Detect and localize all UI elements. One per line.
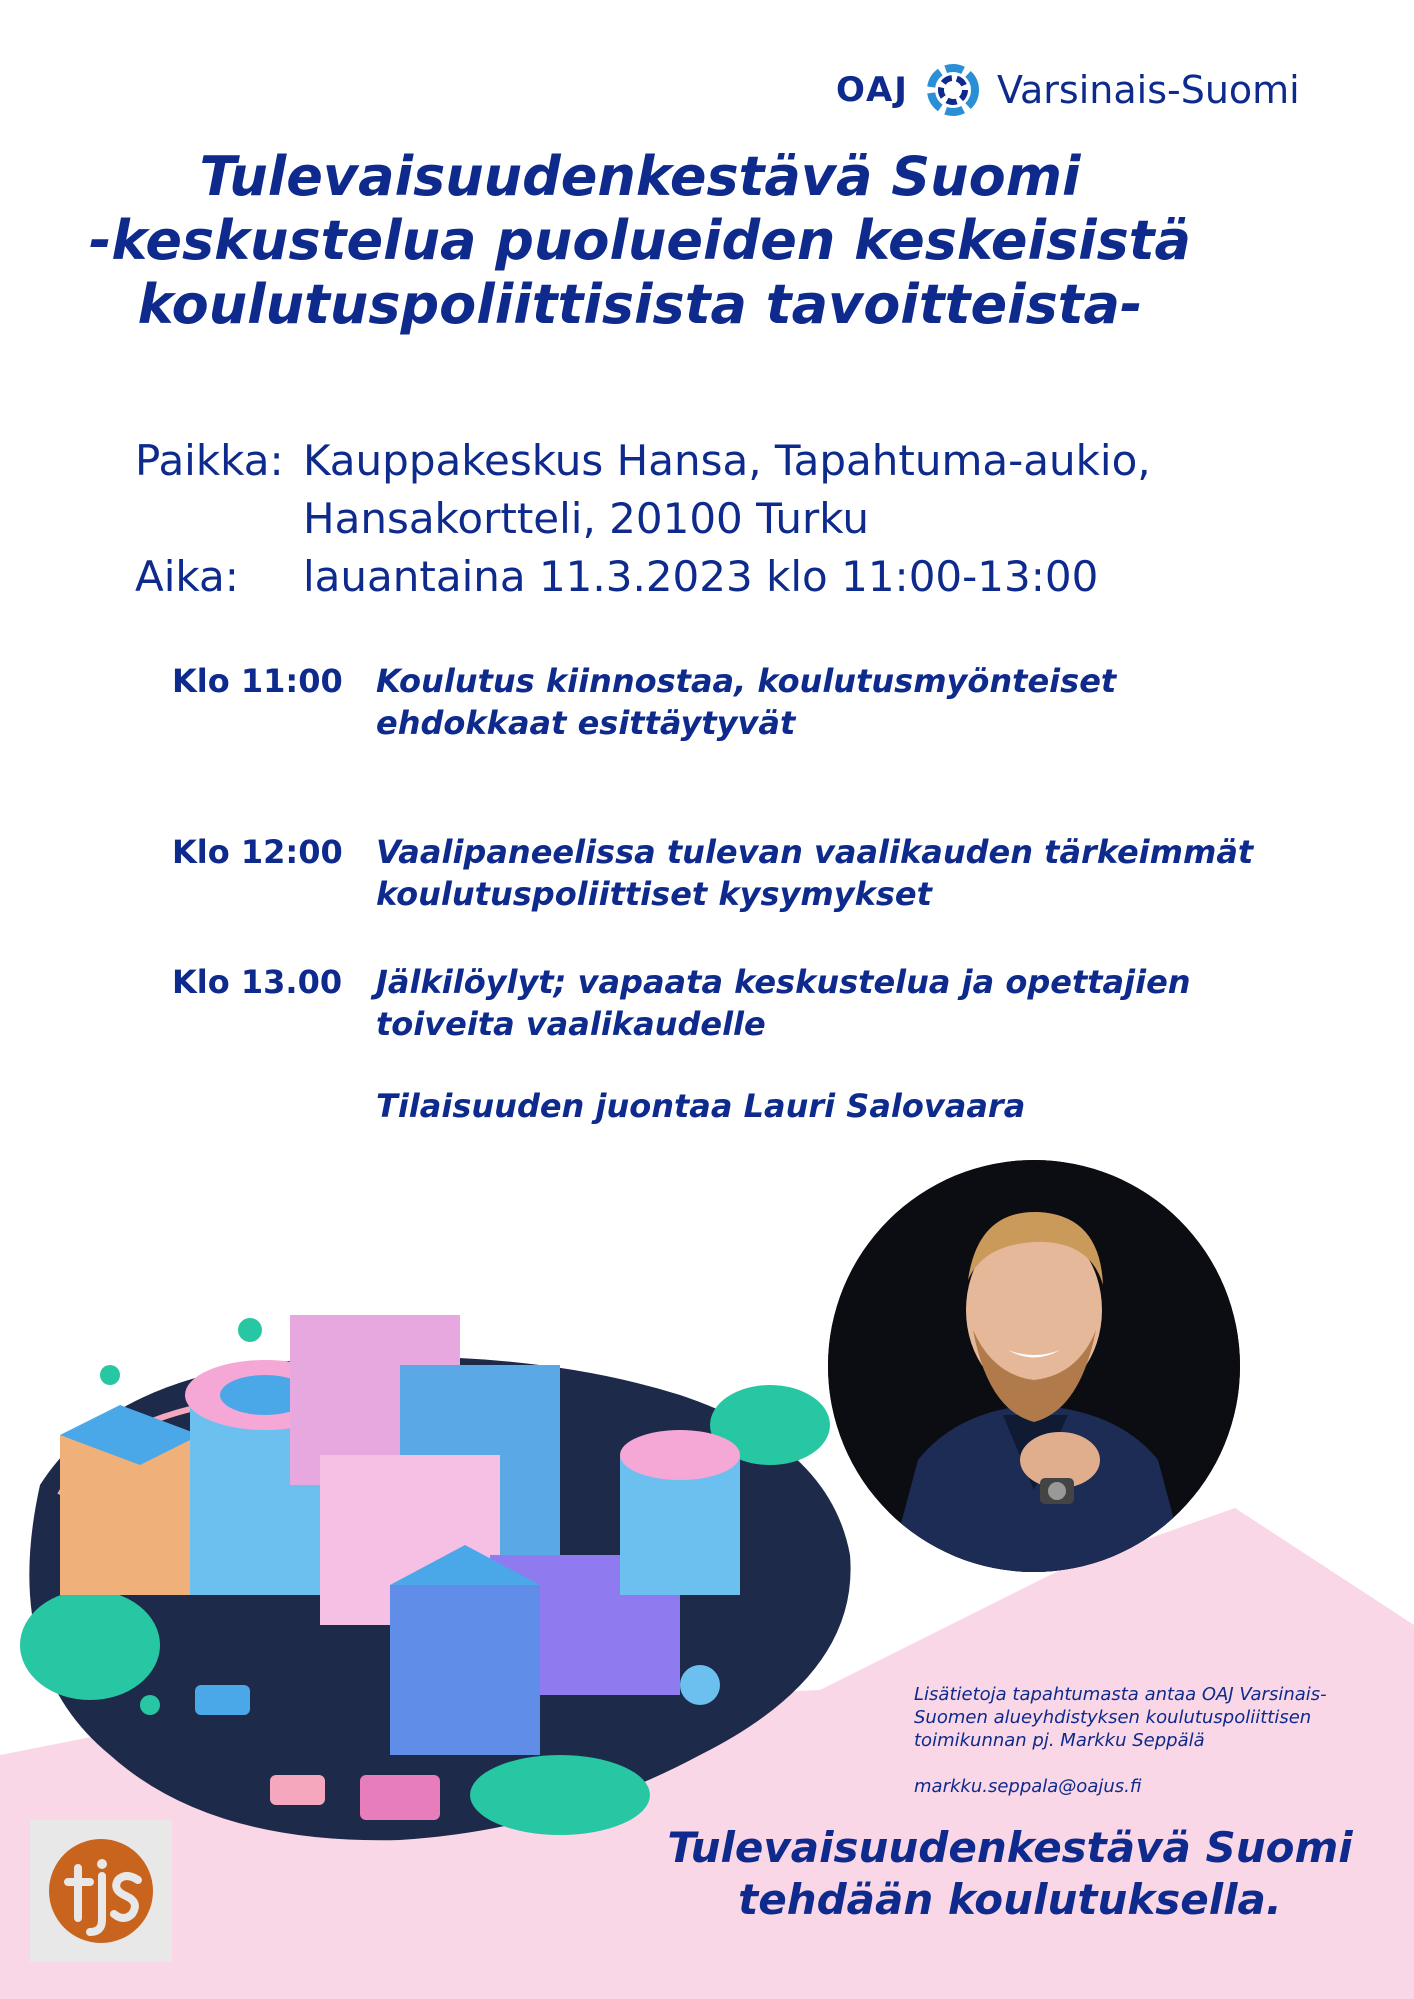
logo-abbr: OAJ	[836, 70, 909, 110]
program-desc-line: Vaalipaneelissa tulevan vaalikauden tärkeimmät	[376, 833, 1254, 871]
contact-email[interactable]: markku.seppala@oajus.fi	[914, 1776, 1142, 1797]
tjs-logo-mark	[30, 1820, 172, 1962]
place-label: Paikka:	[135, 436, 284, 485]
program-desc-line: Jälkilöylyt; vapaata keskustelua ja opettajien	[376, 963, 1191, 1001]
time-value: lauantaina 11.3.2023 klo 11:00-13:00	[303, 552, 1099, 601]
program-time: Klo 11:00	[172, 662, 343, 700]
place-line-1: Kauppakeskus Hansa, Tapahtuma-aukio,	[303, 436, 1151, 485]
contact-line: Lisätietoja tapahtumasta antaa OAJ Varsinais-	[914, 1684, 1327, 1705]
slogan-line-1: Tulevaisuudenkestävä Suomi	[667, 1823, 1353, 1872]
program-desc-line: koulutuspoliittiset kysymykset	[376, 875, 932, 913]
tjs-logo	[30, 1820, 172, 1962]
place-row-2	[135, 490, 1151, 548]
portrait-photo	[828, 1160, 1240, 1572]
oaj-ring-icon	[923, 60, 983, 120]
contact-line: toimikunnan pj. Markku Seppälä	[914, 1730, 1205, 1751]
time-label: Aika:	[135, 552, 239, 601]
program-desc	[376, 831, 1356, 915]
logo-region: Varsinais-Suomi	[996, 68, 1300, 112]
host-text: Tilaisuuden juontaa Lauri Salovaara	[376, 1087, 1026, 1125]
place-line-2: Hansakortteli, 20100 Turku	[303, 494, 869, 543]
program-time: Klo 13.00	[172, 963, 343, 1001]
oaj-logo	[836, 62, 1300, 118]
contact-info	[914, 1683, 1384, 1798]
event-info	[135, 432, 1151, 606]
title-line-1: Tulevaisuudenkestävä Suomi	[199, 145, 1081, 208]
slogan	[630, 1822, 1390, 1926]
program-desc	[376, 961, 1356, 1045]
contact-line: Suomen alueyhdistyksen koulutuspoliittisen	[914, 1707, 1312, 1728]
program-desc-line: toiveita vaalikaudelle	[376, 1005, 766, 1043]
title-line-3: koulutuspoliittisista tavoitteista-	[137, 273, 1143, 336]
city-illustration	[0, 1255, 870, 1855]
program-desc-line: Koulutus kiinnostaa, koulutusmyönteiset	[376, 662, 1117, 700]
portrait-illustration	[828, 1160, 1240, 1572]
time-row	[135, 548, 1151, 606]
program-time: Klo 12:00	[172, 833, 343, 871]
place-row	[135, 432, 1151, 490]
title-line-2: -keskustelua puolueiden keskeisistä	[88, 209, 1192, 272]
slogan-line-2: tehdään koulutuksella.	[738, 1875, 1282, 1924]
program-desc	[376, 660, 1356, 744]
program-desc-line: ehdokkaat esittäytyvät	[376, 704, 796, 742]
page-title	[60, 145, 1220, 337]
